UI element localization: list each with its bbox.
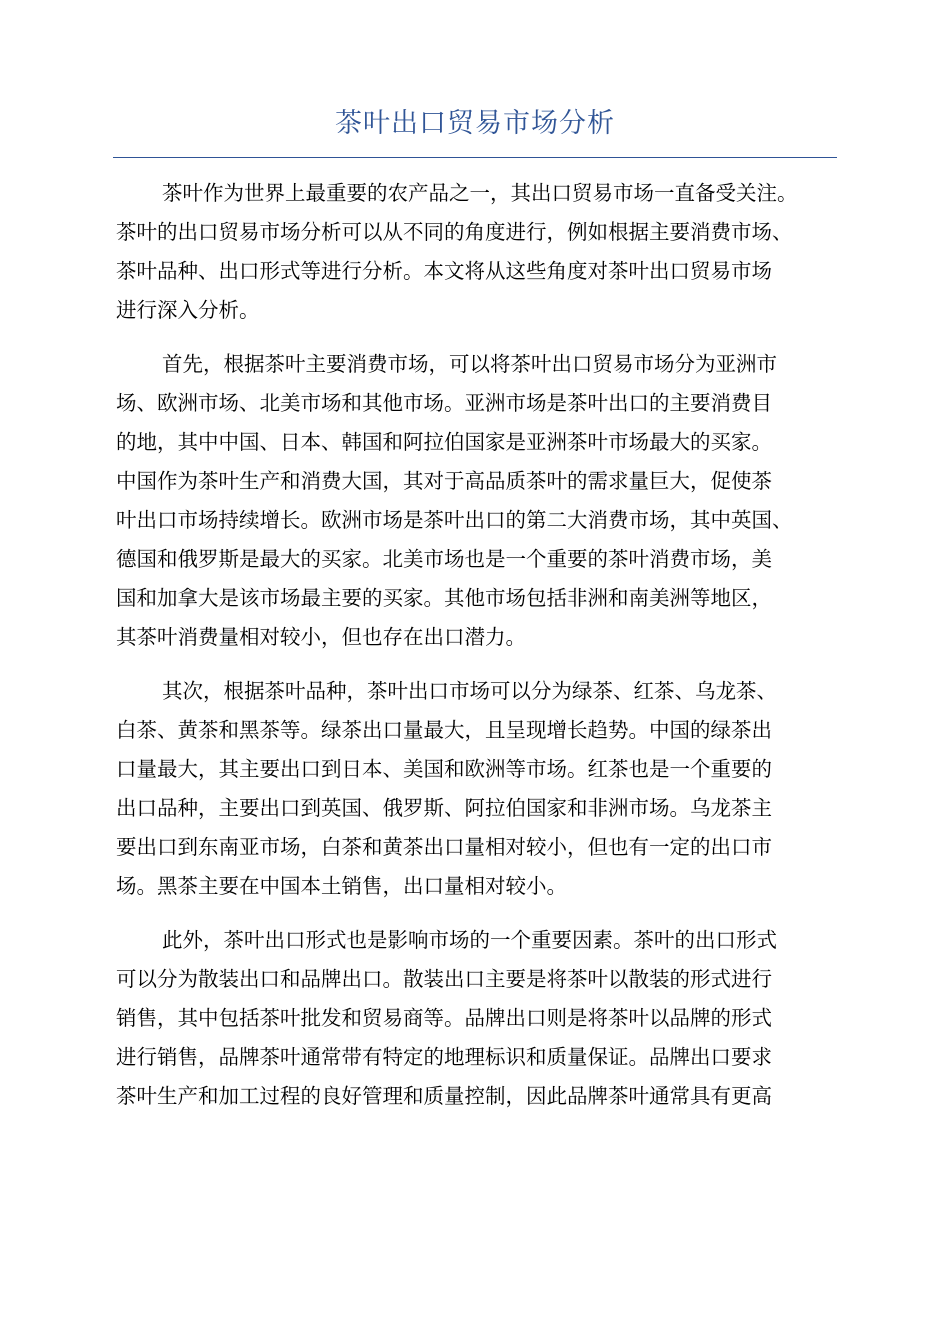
paragraph-line: 茶叶的出口贸易市场分析可以从不同的角度进行，例如根据主要消费市场、 — [116, 220, 793, 244]
paragraph-tea-varieties — [116, 672, 856, 906]
paragraph-line: 茶叶生产和加工过程的良好管理和质量控制，因此品牌茶叶通常具有更高 — [116, 1084, 772, 1108]
paragraph-line: 其次，根据茶叶品种，茶叶出口市场可以分为绿茶、红茶、乌龙茶、 — [162, 679, 777, 703]
paragraph-line: 中国作为茶叶生产和消费大国，其对于高品质茶叶的需求量巨大，促使茶 — [116, 469, 772, 493]
paragraph-line: 此外，茶叶出口形式也是影响市场的一个重要因素。茶叶的出口形式 — [162, 928, 777, 952]
paragraph-line: 叶出口市场持续增长。欧洲市场是茶叶出口的第二大消费市场，其中英国、 — [116, 508, 793, 532]
paragraph-line: 首先，根据茶叶主要消费市场，可以将茶叶出口贸易市场分为亚洲市 — [162, 352, 777, 376]
paragraph-line: 出口品种，主要出口到英国、俄罗斯、阿拉伯国家和非洲市场。乌龙茶主 — [116, 796, 772, 820]
paragraph-line: 口量最大，其主要出口到日本、美国和欧洲等市场。红茶也是一个重要的 — [116, 757, 772, 781]
paragraph-line: 进行销售，品牌茶叶通常带有特定的地理标识和质量保证。品牌出口要求 — [116, 1045, 772, 1069]
paragraph-consumer-markets — [116, 345, 856, 657]
document-body — [116, 174, 856, 1131]
paragraph-line: 其茶叶消费量相对较小，但也存在出口潜力。 — [116, 625, 526, 649]
paragraph-line: 场、欧洲市场、北美市场和其他市场。亚洲市场是茶叶出口的主要消费目 — [116, 391, 772, 415]
paragraph-line: 的地，其中中国、日本、韩国和阿拉伯国家是亚洲茶叶市场最大的买家。 — [116, 430, 772, 454]
paragraph-export-forms — [116, 921, 856, 1116]
title-divider — [113, 157, 837, 158]
paragraph-line: 德国和俄罗斯是最大的买家。北美市场也是一个重要的茶叶消费市场，美 — [116, 547, 772, 571]
paragraph-line: 进行深入分析。 — [116, 298, 260, 322]
paragraph-line: 白茶、黄茶和黑茶等。绿茶出口量最大，且呈现增长趋势。中国的绿茶出 — [116, 718, 772, 742]
paragraph-line: 国和加拿大是该市场最主要的买家。其他市场包括非洲和南美洲等地区， — [116, 586, 772, 610]
paragraph-line: 可以分为散装出口和品牌出口。散装出口主要是将茶叶以散装的形式进行 — [116, 967, 772, 991]
paragraph-line: 场。黑茶主要在中国本土销售，出口量相对较小。 — [116, 874, 567, 898]
document-title: 茶叶出口贸易市场分析 — [335, 108, 615, 139]
paragraph-intro — [116, 174, 856, 330]
paragraph-line: 茶叶作为世界上最重要的农产品之一，其出口贸易市场一直备受关注。 — [162, 181, 798, 205]
paragraph-line: 茶叶品种、出口形式等进行分析。本文将从这些角度对茶叶出口贸易市场 — [116, 259, 772, 283]
paragraph-line: 销售，其中包括茶叶批发和贸易商等。品牌出口则是将茶叶以品牌的形式 — [116, 1006, 772, 1030]
paragraph-line: 要出口到东南亚市场，白茶和黄茶出口量相对较小，但也有一定的出口市 — [116, 835, 772, 859]
